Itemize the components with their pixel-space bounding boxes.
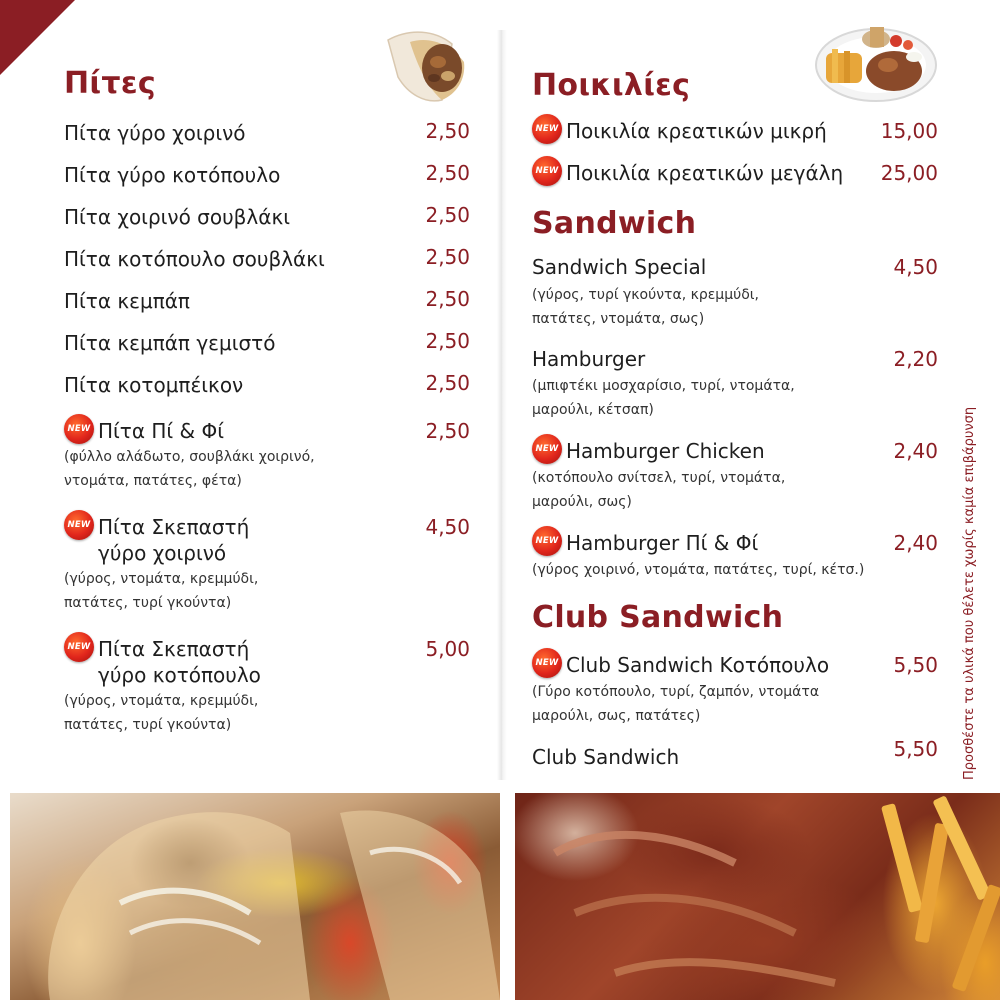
item-description: (μπιφτέκι μοσχαρίσιο, τυρί, ντομάτα,	[532, 378, 795, 394]
menu-item[interactable]: Πίτα χοιρινό σουβλάκι	[64, 205, 290, 229]
menu-item[interactable]: Πίτα γύρο χοιρινό	[64, 121, 246, 145]
section-title-club-sandwich: Club Sandwich	[532, 600, 784, 635]
menu-item[interactable]: Club Sandwich	[532, 745, 680, 769]
item-price: 2,50	[425, 419, 470, 443]
item-price: 5,50	[893, 737, 938, 761]
item-price: 2,40	[893, 531, 938, 555]
new-badge-icon: NEW	[64, 414, 94, 444]
new-badge-icon: NEW	[64, 510, 94, 540]
menu-item[interactable]: NEW Ποικιλία κρεατικών μικρή	[532, 118, 827, 144]
item-description: (γύρος, ντομάτα, κρεμμύδι,	[64, 693, 259, 709]
item-description: ντομάτα, πατάτες, φέτα)	[64, 473, 242, 489]
item-price: 2,50	[425, 203, 470, 227]
item-description: (γύρος, τυρί γκούντα, κρεμμύδι,	[532, 287, 759, 303]
side-note: Προσθέστε τα υλικά που θέλετε χωρίς καμία επιβάρυνση	[962, 406, 977, 780]
item-price: 25,00	[880, 161, 938, 185]
menu-item[interactable]: Πίτα κοτόπουλο σουβλάκι	[64, 247, 325, 271]
item-price: 5,00	[425, 637, 470, 661]
item-price: 2,50	[425, 245, 470, 269]
item-description: (Γύρο κοτόπουλο, τυρί, ζαμπόν, ντομάτα	[532, 684, 820, 700]
item-price: 2,50	[425, 329, 470, 353]
section-title-poikilies: Ποικιλίες	[532, 68, 691, 103]
menu-item[interactable]: NEW Πίτα Πί & Φί	[64, 418, 224, 444]
item-description: πατάτες, τυρί γκούντα)	[64, 717, 232, 733]
item-description: (γύρος, ντομάτα, κρεμμύδι,	[64, 571, 259, 587]
section-title-sandwich: Sandwich	[532, 206, 697, 241]
menu-item[interactable]: Πίτα γύρο κοτόπουλο	[64, 163, 281, 187]
item-price: 2,40	[893, 439, 938, 463]
menu-item[interactable]: NEW Hamburger Πί & Φί	[532, 530, 758, 556]
menu-item[interactable]: NEW Hamburger Chicken	[532, 438, 765, 464]
meat-platter-icon	[812, 15, 940, 105]
gyro-pita-photo	[10, 793, 500, 1000]
menu-item[interactable]: NEW Ποικιλία κρεατικών μεγάλη	[532, 160, 843, 186]
item-price: 4,50	[893, 255, 938, 279]
menu-item[interactable]: Πίτα κοτομπέικον	[64, 373, 244, 397]
menu-item[interactable]: Hamburger	[532, 347, 646, 371]
item-description: πατάτες, τυρί γκούντα)	[64, 595, 232, 611]
new-badge-icon: NEW	[532, 526, 562, 556]
item-description: (κοτόπουλο σνίτσελ, τυρί, ντομάτα,	[532, 470, 786, 486]
item-description: (φύλλο αλάδωτο, σουβλάκι χοιρινό,	[64, 449, 315, 465]
corner-decoration	[0, 0, 75, 75]
gyro-fries-photo	[515, 793, 1000, 1000]
item-description: πατάτες, ντομάτα, σως)	[532, 311, 705, 327]
menu-item[interactable]: NEW Club Sandwich Κοτόπουλο	[532, 652, 829, 678]
item-price: 15,00	[880, 119, 938, 143]
item-description: μαρούλι, σως, πατάτες)	[532, 708, 701, 724]
item-description: μαρούλι, σως)	[532, 494, 632, 510]
item-price: 2,50	[425, 119, 470, 143]
menu-item[interactable]: NEW Πίτα Σκεπαστή γύρο κοτόπουλο	[64, 636, 261, 688]
item-price: 2,50	[425, 161, 470, 185]
item-price: 2,50	[425, 371, 470, 395]
item-price: 4,50	[425, 515, 470, 539]
item-price: 2,50	[425, 287, 470, 311]
gyro-pita-icon	[380, 22, 472, 107]
item-price: 5,50	[893, 653, 938, 677]
menu-item[interactable]: Πίτα κεμπάπ γεμιστό	[64, 331, 276, 355]
new-badge-icon: NEW	[532, 114, 562, 144]
new-badge-icon: NEW	[532, 156, 562, 186]
item-price: 2,20	[893, 347, 938, 371]
item-description: (γύρος χοιρινό, ντομάτα, πατάτες, τυρί, κέτσ.)	[532, 562, 865, 578]
menu-item[interactable]: Sandwich Special	[532, 255, 707, 279]
new-badge-icon: NEW	[64, 632, 94, 662]
section-title-pites: Πίτες	[64, 66, 156, 101]
column-divider	[497, 30, 507, 780]
new-badge-icon: NEW	[532, 434, 562, 464]
new-badge-icon: NEW	[532, 648, 562, 678]
menu-item[interactable]: Πίτα κεμπάπ	[64, 289, 190, 313]
menu-item[interactable]: NEW Πίτα Σκεπαστή γύρο χοιρινό	[64, 514, 249, 566]
item-description: μαρούλι, κέτσαπ)	[532, 402, 654, 418]
